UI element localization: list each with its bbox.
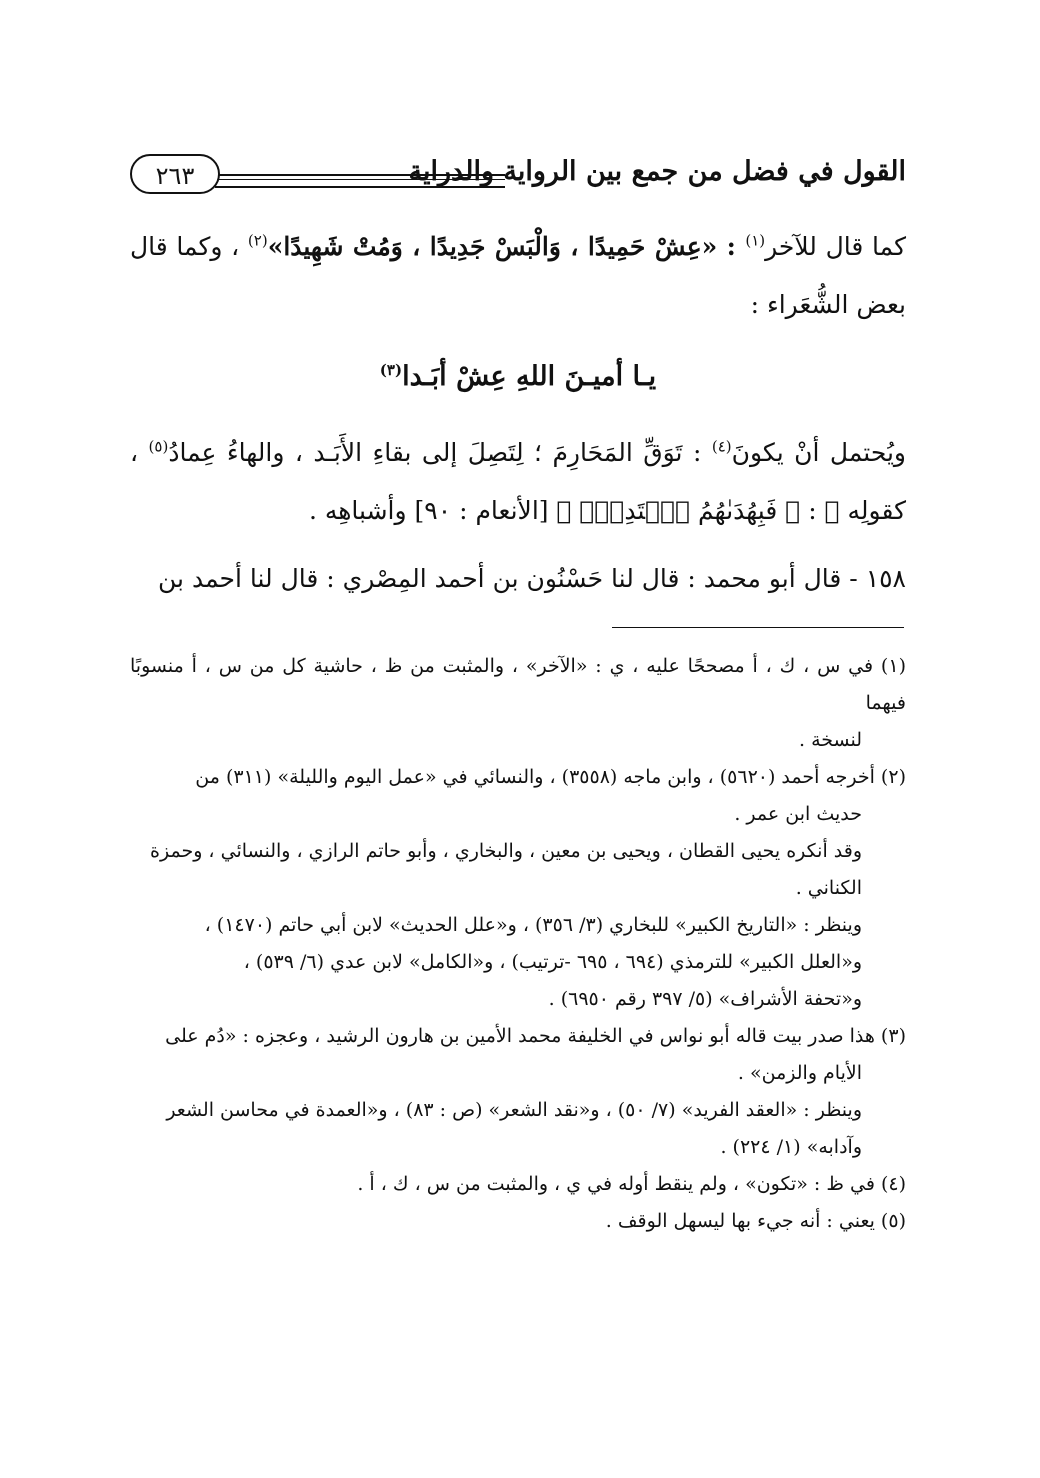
footnote-ref-3: (٣) [379, 361, 403, 379]
hadith-quote: : «عِشْ حَمِيدًا ، وَالْبَسْ جَدِيدًا ، وَمُتْ شَهِيدًا» [267, 232, 746, 261]
footnote-3-sub: وينظر : «العقد الفريد» (٧/ ٥٠) ، و«نقد الشعر» (ص : ٨٣) ، و«العمدة في محاسن الشعر [166, 1099, 862, 1121]
paragraph-2 [130, 424, 906, 540]
running-header [130, 148, 906, 208]
page-number: ٢٦٣ [130, 154, 220, 194]
p1-text-a: كما قال للآخر [765, 232, 906, 261]
footnote-3-sub-cont: وآدابه» (١/ ٢٢٤) . [720, 1136, 862, 1158]
verse-text: يـا أميـنَ اللهِ عِشْ أبَـدا [402, 361, 657, 392]
footnote-3: (٣) هذا صدر بيت قاله أبو نواس في الخليفة محمد الأمين بن هارون الرشيد ، وعجزه : «دُم على [165, 1025, 906, 1047]
footnote-ref-1: (١) [745, 231, 766, 250]
footnote-2-sub-1-cont: الكناني . [795, 877, 862, 899]
footnote-2-sub-2: وينظر : «التاريخ الكبير» للبخاري (٣/ ٣٥٦) ، و«علل الحديث» لابن أبي حاتم (١٤٧٠) ، [204, 914, 862, 936]
p1-text-c: ، وكما قال بعض الشُّعَراء : [130, 232, 906, 319]
footnote-2-sub-2-cont: و«العلل الكبير» للترمذي (٦٩٤ ، ٦٩٥ -ترتيب) ، و«الكامل» لابن عدي (٦/ ٥٣٩) ، [243, 951, 862, 973]
p2-text-b: : تَوَقِّ المَحَارِمَ ؛ لِتَصِلَ إلى بقاءِ الأَبَـد ، والهاءُ عِمادُ [168, 438, 712, 467]
footnote-3-cont: الأيام والزمن» . [737, 1062, 862, 1084]
footnote-2-sub-1: وقد أنكره يحيى القطان ، ويحيى بن معين ، والبخاري ، وأبو حاتم الرازي ، والنسائي ، وحمزة [150, 840, 862, 862]
footnote-1-cont: لنسخة . [798, 729, 862, 751]
footnote-separator [612, 627, 904, 628]
footnote-4: (٤) في ظ : «تكون» ، ولم ينقط أوله في ي ، والمثبت من س ، ك ، أ . [357, 1173, 906, 1195]
footnotes [130, 648, 906, 1240]
footnote-2-sub-2-end: و«تحفة الأشراف» (٥/ ٣٩٧ رقم ٦٩٥٠) . [548, 988, 862, 1010]
p2-text-a: ويُحتمل أنْ يكونَ [731, 438, 906, 467]
p2-text-c: ، كقولِه ﷺ : ﴿ فَبِهُدَىٰهُمُ ٱقۡتَدِهۡۗ ﴾ [الأنعام : ٩٠] وأشباهِه . [130, 438, 906, 525]
header-rule [215, 174, 505, 188]
paragraph-3 [130, 550, 906, 608]
main-text [130, 218, 906, 608]
footnote-ref-2: (٢) [247, 231, 268, 250]
paragraph-gap [130, 540, 906, 550]
paragraph-1 [130, 218, 906, 334]
footnote-2: (٢) أخرجه أحمد (٥٦٢٠) ، وابن ماجه (٣٥٥٨) ، والنسائي في «عمل اليوم والليلة» (٣١١) من [195, 766, 906, 788]
running-title: القول في فضل من جمع بين الرواية والدراية [408, 156, 906, 187]
footnote-ref-4: (٤) [711, 437, 732, 456]
p3-text: ١٥٨ - قال أبو محمد : قال لنا حَسْنُون بن أحمد المِصْري : قال لنا أحمد بن [158, 564, 906, 593]
footnote-2-cont: حديث ابن عمر . [734, 803, 862, 825]
footnote-ref-5: (٥) [148, 437, 169, 456]
poem-verse [130, 348, 906, 406]
footnote-5: (٥) يعني : أنه جيء بها ليسهل الوقف . [605, 1210, 906, 1232]
footnote-1: (١) في س ، ك ، أ مصححًا عليه ، ي : «الآخر» ، والمثبت من ظ ، حاشية كل من س ، أ منسوبًا فيهما [130, 655, 906, 714]
